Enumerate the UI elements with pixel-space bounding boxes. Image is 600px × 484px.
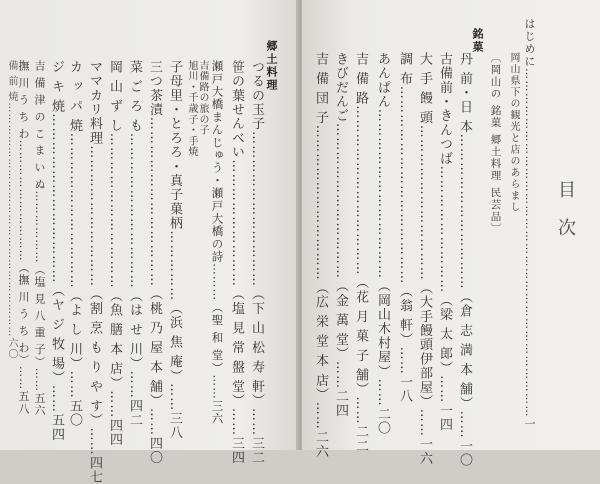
toc-entry: 吉 備 津 の こ ま い ぬ………………（塩 見 八 重 子）……五六 <box>33 60 46 417</box>
toc-entry: 古備前・きんつば………………………（梁 太 郎）……一四 <box>437 52 452 432</box>
small-note: 旭川・千歳子・手焼 <box>186 60 197 158</box>
toc-entry: 大 手 饅 頭……………………………（大手饅頭伊部屋）……一六 <box>417 52 432 466</box>
section-label-kyodo-ryori: 郷土料理 <box>265 40 278 92</box>
toc-entry: 笹の葉せんべい………………………（塩 見 常 盤 堂）……三四 <box>229 60 244 465</box>
toc-entry: 子母里・とろろ・真子菓柄……………（浜 焦 庵）……三八 <box>167 60 182 440</box>
toc-entry: 撫 川 う ち わ…………………………（撫 川 う ち わ）……五八 <box>17 60 30 415</box>
sub-heading: 岡山県下の観光と店のあらまし <box>508 52 519 213</box>
toc-entry: 吉 備 団 子……………………………（広 栄 堂 本 店）……二六 <box>313 52 328 459</box>
toc-entry: あんぱん………………………………（岡山木村屋）……二〇 <box>375 52 390 436</box>
toc-entry: つるの玉子……………………………（下 山 松 寿 軒）……三二 <box>249 60 264 465</box>
toc-entry: 調 布……………………………………（翁 軒）……一八 <box>397 52 412 404</box>
section-heading-okayama: 〔岡山の 銘菓 郷土料理 民芸品〕 <box>489 52 502 235</box>
toc-entry: ジ キ 焼………………………………（ヤ ジ 牧 場）……五四 <box>49 60 64 442</box>
small-note: 吉備路の旅の子 <box>197 60 208 136</box>
toc-entry: 岡 山 ず し……………………………（魚 膳 本 店）……四四 <box>107 60 122 447</box>
toc-entry: 三つ茶漬………………………………（桃 乃 屋 本 舗）……四〇 <box>147 60 162 465</box>
toc-entry: きびだんご……………………………（金 萬 堂）……二四 <box>333 52 348 418</box>
toc-entry: 丹 前・日 本……………………………（倉 志 満 本 舗）……一〇 <box>457 52 472 468</box>
section-label-meika: 銘菓 <box>471 28 484 54</box>
page-title: 目次 <box>555 180 576 256</box>
toc-entry: ママカリ料理…………………………（割 烹 も り や す）……四七 <box>87 60 102 484</box>
toc-entry: 瀬戸大橋まんじゅう・瀬戸大橋の詩………（聖 和 堂）……三六 <box>210 60 225 426</box>
toc-entry: 備 前 焼………………………………………………………六〇 <box>6 60 17 360</box>
toc-entry: 吉 備 路………………………………（花 月 菓 子 舗）……二二 <box>353 52 368 454</box>
preface-line: はじめに…………………………………………………………………………一 <box>523 18 536 431</box>
toc-entry: 菜 ご ろ も……………………………（は せ 川）……四二 <box>127 60 142 428</box>
toc-entry: カ ッ パ 焼……………………………（よ し 川）……五〇 <box>67 60 82 428</box>
